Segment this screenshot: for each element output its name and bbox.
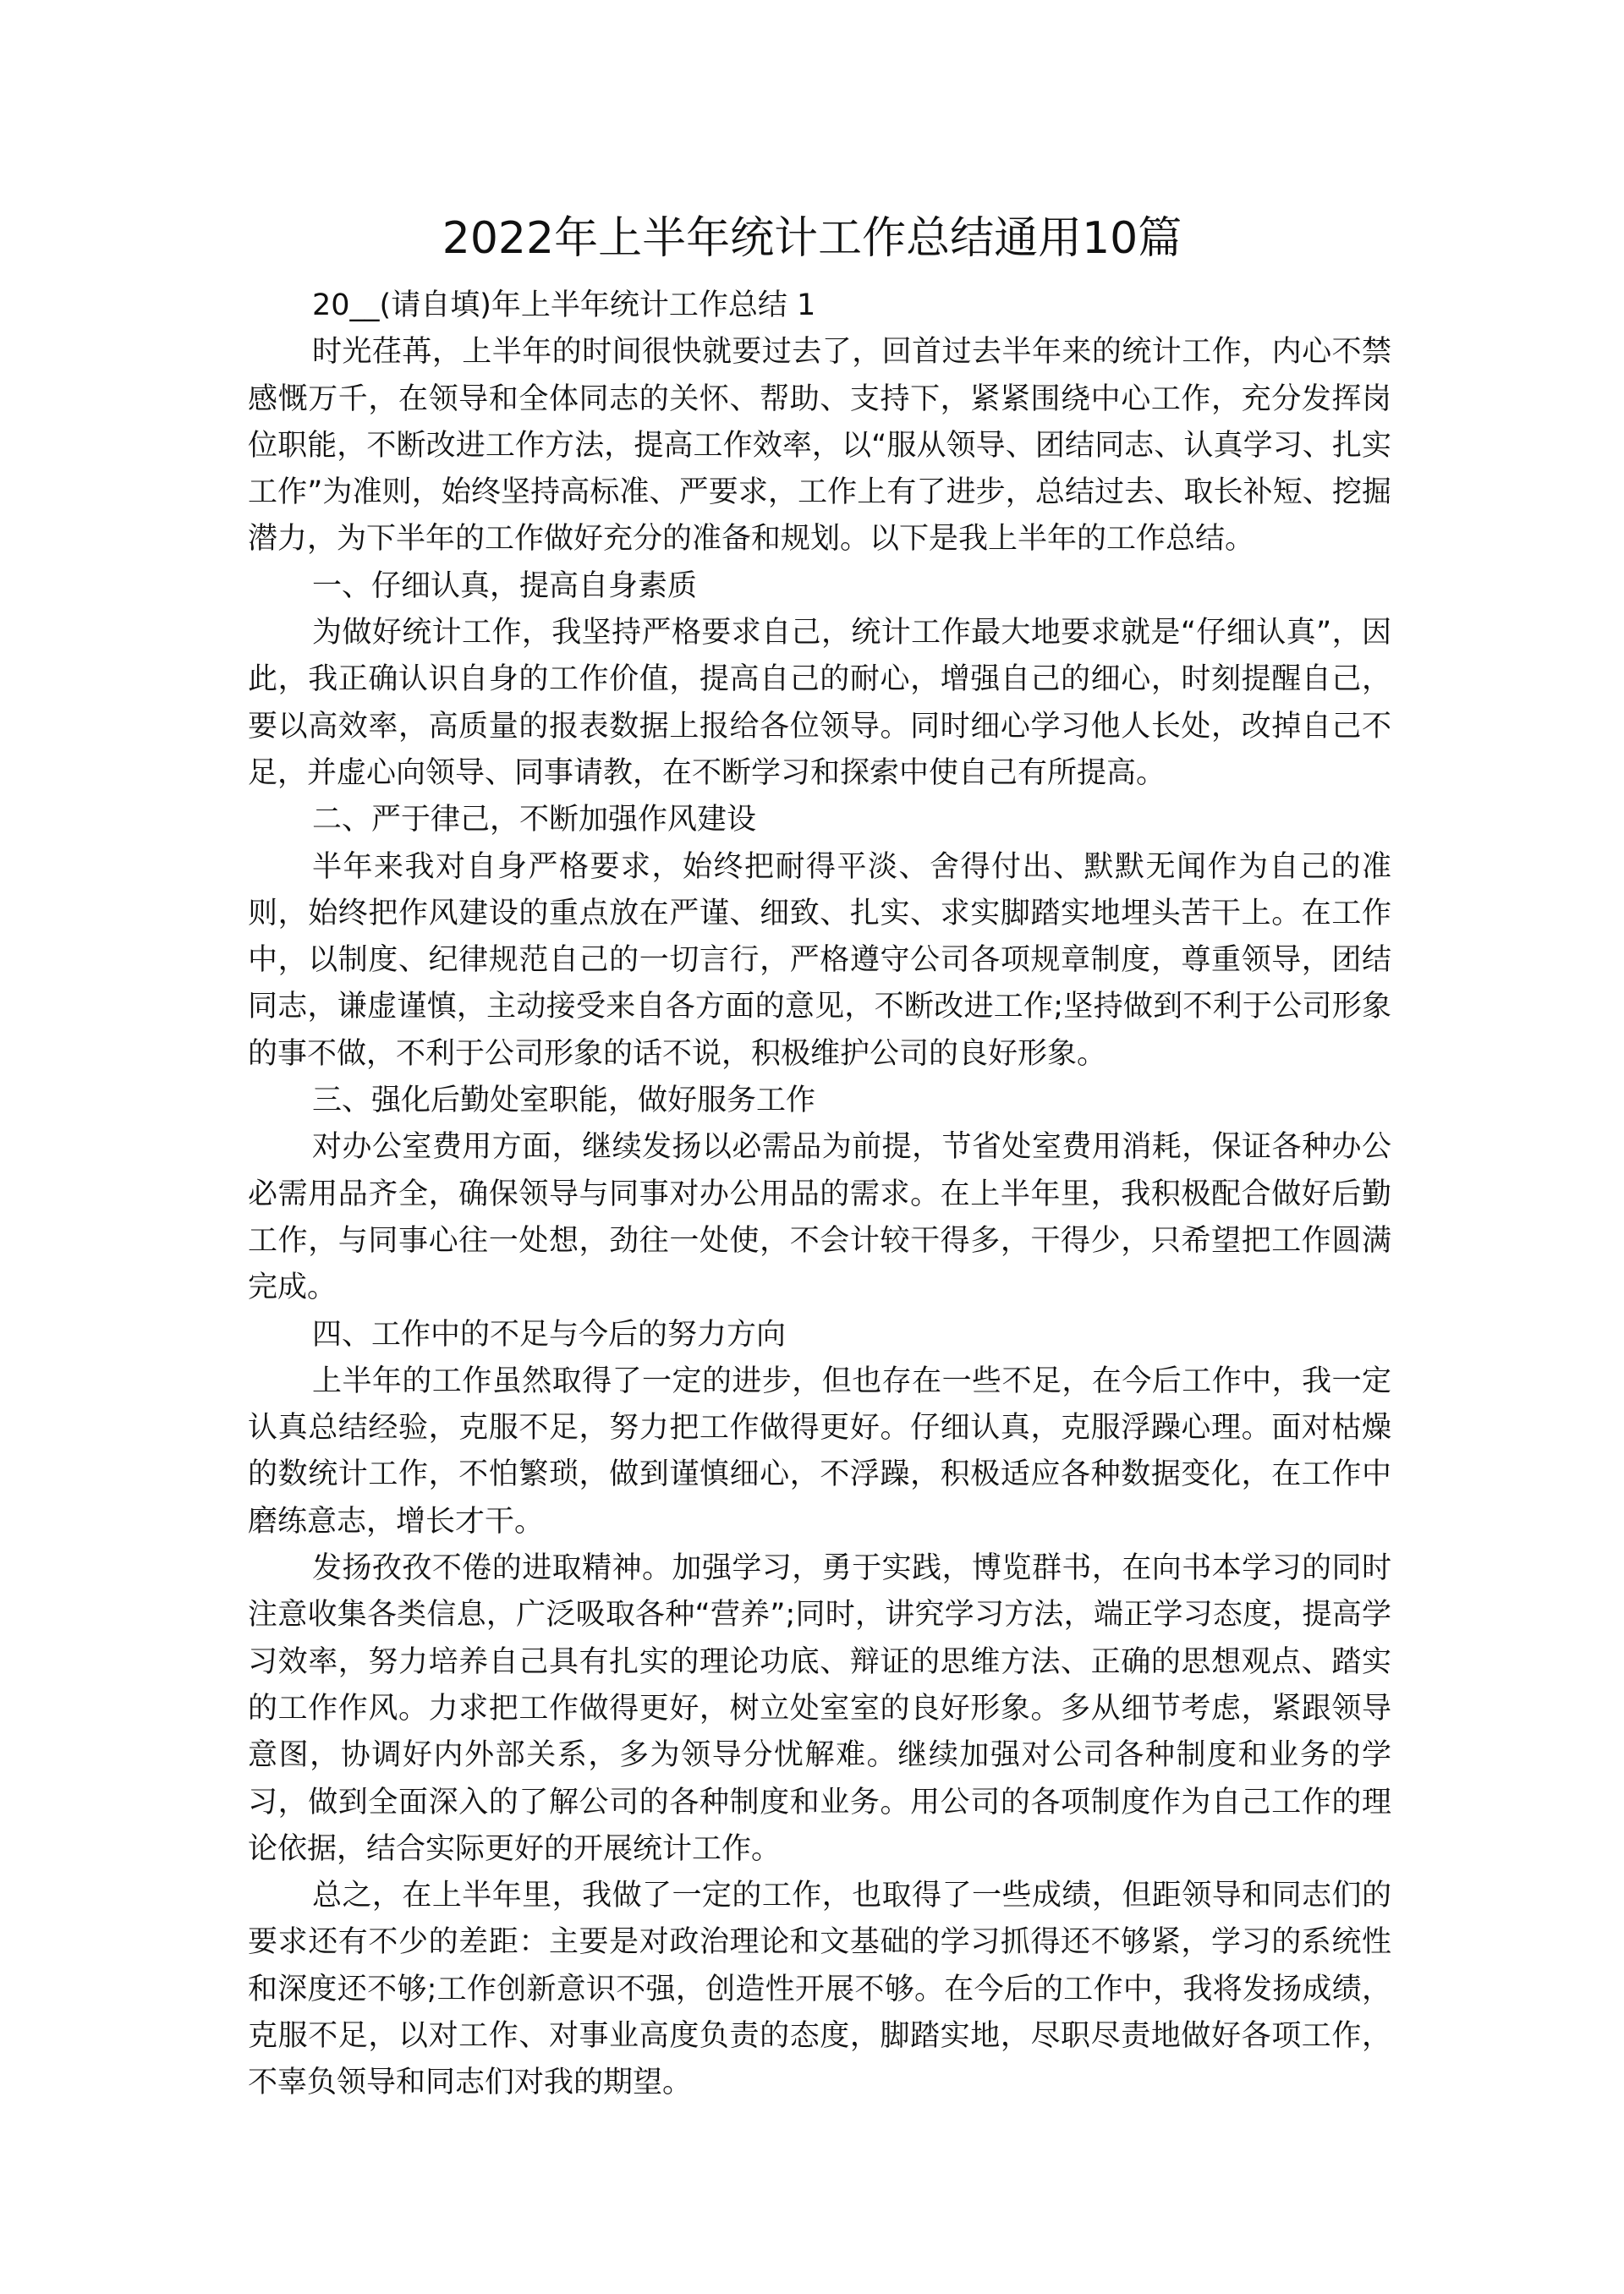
subtitle-paragraph: 20__(请自填)年上半年统计工作总结 1	[312, 288, 816, 322]
section-heading-2: 二、严于律己，不断加强作风建设	[312, 803, 757, 837]
body-paragraph: 为做好统计工作，我坚持严格要求自己，统计工作最大地要求就是“仔细认真”，因此，我正确认识自身的工作价值，提高自己的耐心，增强自己的细心，时刻提醒自己，要以高效率，高质量的报表数据上报给各位领导。同时细心学习他人长处，改掉自己不足，并虚心向领导、同事请教，在不断学习和探索中使自己有所提高。	[248, 616, 1391, 790]
body-paragraph: 对办公室费用方面，继续发扬以必需品为前提，节省处室费用消耗，保证各种办公必需用品齐全，确保领导与同事对办公用品的需求。在上半年里，我积极配合做好后勤工作，与同事心往一处想，劲往一处使，不会计较干得多，干得少，只希望把工作圆满完成。	[248, 1130, 1391, 1305]
body-paragraph: 上半年的工作虽然取得了一定的进步，但也存在一些不足，在今后工作中，我一定认真总结经验，克服不足，努力把工作做得更好。仔细认真，克服浮躁心理。面对枯燥的数统计工作，不怕繁琐，做到谨慎细心，不浮躁，积极适应各种数据变化，在工作中磨练意志，增长才干。	[248, 1364, 1391, 1539]
document-title: 2022年上半年统计工作总结通用10篇	[442, 213, 1182, 264]
section-heading-1: 一、仔细认真，提高自身素质	[312, 568, 698, 603]
body-paragraph: 时光荏苒，上半年的时间很快就要过去了，回首过去半年来的统计工作，内心不禁感慨万千，在领导和全体同志的关怀、帮助、支持下，紧紧围绕中心工作，充分发挥岗位职能，不断改进工作方法，提高工作效率，以“服从领导、团结同志、认真学习、扎实工作”为准则，始终坚持高标准、严要求，工作上有了进步，总结过去、取长补短、挖掘潜力，为下半年的工作做好充分的准备和规划。以下是我上半年的工作总结。	[248, 335, 1391, 557]
body-paragraph: 发扬孜孜不倦的进取精神。加强学习，勇于实践，博览群书，在向书本学习的同时注意收集各类信息，广泛吸取各种“营养”;同时，讲究学习方法，端正学习态度，提高学习效率，努力培养自己具有扎实的理论功底、辩证的思维方法、正确的思想观点、踏实的工作作风。力求把工作做得更好，树立处室室的良好形象。多从细节考虑，紧跟领导意图，协调好内外部关系，多为领导分忧解难。继续加强对公司各种制度和业务的学习，做到全面深入的了解公司的各种制度和业务。用公司的各项制度作为自己工作的理论依据，结合实际更好的开展统计工作。	[248, 1551, 1391, 1866]
conclusion-paragraph: 总之，在上半年里，我做了一定的工作，也取得了一些成绩，但距领导和同志们的要求还有不少的差距：主要是对政治理论和文基础的学习抓得还不够紧，学习的系统性和深度还不够;工作创新意识不强，创造性开展不够。在今后的工作中，我将发扬成绩，克服不足，以对工作、对事业高度负责的态度，脚踏实地，尽职尽责地做好各项工作，不辜负领导和同志们对我的期望。	[248, 1879, 1391, 2100]
section-heading-3: 三、强化后勤处室职能，做好服务工作	[312, 1084, 816, 1118]
section-heading-4: 四、工作中的不足与今后的努力方向	[312, 1317, 787, 1352]
body-paragraph: 半年来我对自身严格要求，始终把耐得平淡、舍得付出、默默无闻作为自己的准则，始终把作风建设的重点放在严谨、细致、扎实、求实脚踏实地埋头苦干上。在工作中，以制度、纪律规范自己的一切言行，严格遵守公司各项规章制度，尊重领导，团结同志，谦虚谨慎，主动接受来自各方面的意见，不断改进工作;坚持做到不利于公司形象的事不做，不利于公司形象的话不说，积极维护公司的良好形象。	[248, 849, 1391, 1071]
document-body	[248, 283, 1391, 2107]
